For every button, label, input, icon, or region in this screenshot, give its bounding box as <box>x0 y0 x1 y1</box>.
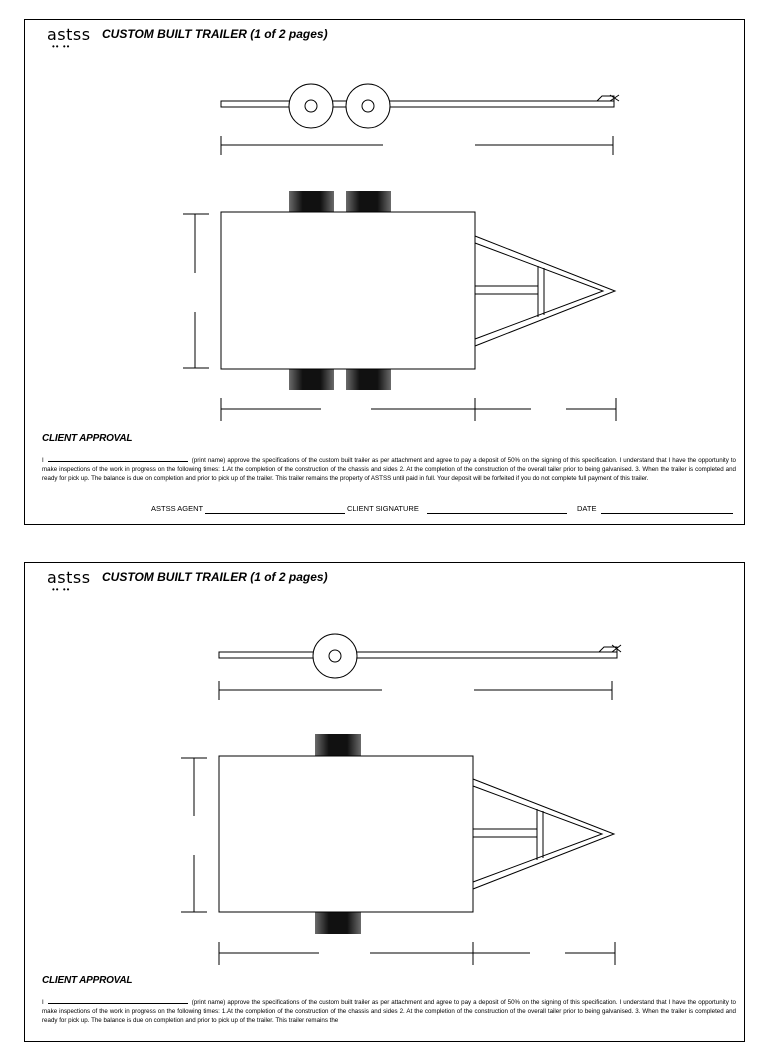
signature-row <box>25 504 745 520</box>
print-name-field[interactable] <box>48 997 188 1004</box>
tyre-bottom-rear <box>346 369 391 390</box>
trailer-side-view <box>221 84 619 128</box>
approval-prefix: I <box>42 457 44 464</box>
body-and-drawbar-length-dimension <box>219 942 615 965</box>
approval-prefix: I <box>42 999 44 1006</box>
trailer-body-outline <box>221 212 475 369</box>
tyre-bottom-front <box>289 369 334 390</box>
trailer-side-view <box>219 634 621 678</box>
client-approval-heading: CLIENT APPROVAL <box>42 975 133 986</box>
sheet-title: CUSTOM BUILT TRAILER (1 of 2 pages) <box>102 570 328 584</box>
sheet-title: CUSTOM BUILT TRAILER (1 of 2 pages) <box>102 27 328 41</box>
wheel-hub <box>305 100 317 112</box>
wheel-hub <box>362 100 374 112</box>
overall-length-dimension <box>221 136 613 155</box>
width-dimension <box>181 758 207 912</box>
date-field[interactable] <box>601 513 733 514</box>
side-view-chassis-rail <box>219 652 617 658</box>
date-label: DATE <box>577 504 597 513</box>
client-signature-field[interactable] <box>427 513 567 514</box>
astss-agent-signature-field[interactable] <box>205 513 345 514</box>
specification-sheet-1 <box>24 19 745 525</box>
coupling-hitch <box>599 647 617 652</box>
body-and-drawbar-length-dimension <box>221 398 616 421</box>
tyre-top-rear <box>346 191 391 212</box>
logo-dots: •• •• <box>52 585 71 594</box>
logo-text: astss <box>47 568 91 587</box>
overall-length-dimension <box>219 681 612 700</box>
tyre-top <box>315 734 361 756</box>
drawbar-inner <box>475 243 603 339</box>
client-signature-label: CLIENT SIGNATURE <box>347 504 419 513</box>
trailer-drawing <box>25 563 745 983</box>
specification-sheet-2 <box>24 562 745 1042</box>
approval-body: (print name) approve the specifications of the custom built trailer as per attachment and agree to pay a deposit of 50% on the signing of this specification. I understand that I have the opportunity to make inspections of the work in progress on the following times: 1.At the completion of the construction of the chassis and sides 2. At the completion of the construction of the overall tailer prior to being galvanised. 3. When the trailer is completed and ready for pick up. The balance is due on completion and prior to pick up of the trailer. This trailer remains the property of ASTSS until paid in full. Your deposit will be forfeited if you do not complete full payment of this trailer. <box>42 457 736 482</box>
approval-body: (print name) approve the specifications of the custom built trailer as per attachment and agree to pay a deposit of 50% on the signing of this specification. I understand that I have the opportunity to make inspections of the work in progress on the following times: 1.At the completion of the construction of the chassis and sides 2. At the completion of the construction of the overall tailer prior to being galvanised. 3. When the trailer is completed and ready for pick up. The balance is due on completion and prior to pick up of the trailer. This trailer remains the <box>42 999 736 1024</box>
drawbar-outer <box>475 236 615 346</box>
tyre-bottom <box>315 912 361 934</box>
logo-dots: •• •• <box>52 42 71 51</box>
approval-terms-text <box>42 997 736 1026</box>
side-view-chassis-rail <box>221 101 614 107</box>
astss-agent-label: ASTSS AGENT <box>151 504 204 513</box>
print-name-field[interactable] <box>48 455 188 462</box>
trailer-body-outline <box>219 756 473 912</box>
width-dimension <box>183 214 209 368</box>
approval-terms-text <box>42 455 736 484</box>
wheel-hub <box>329 650 341 662</box>
trailer-plan-view <box>221 212 615 369</box>
logo-text: astss <box>47 25 91 44</box>
tyre-top-front <box>289 191 334 212</box>
trailer-plan-view <box>219 756 614 912</box>
trailer-drawing <box>25 20 745 440</box>
client-approval-heading: CLIENT APPROVAL <box>42 433 133 444</box>
